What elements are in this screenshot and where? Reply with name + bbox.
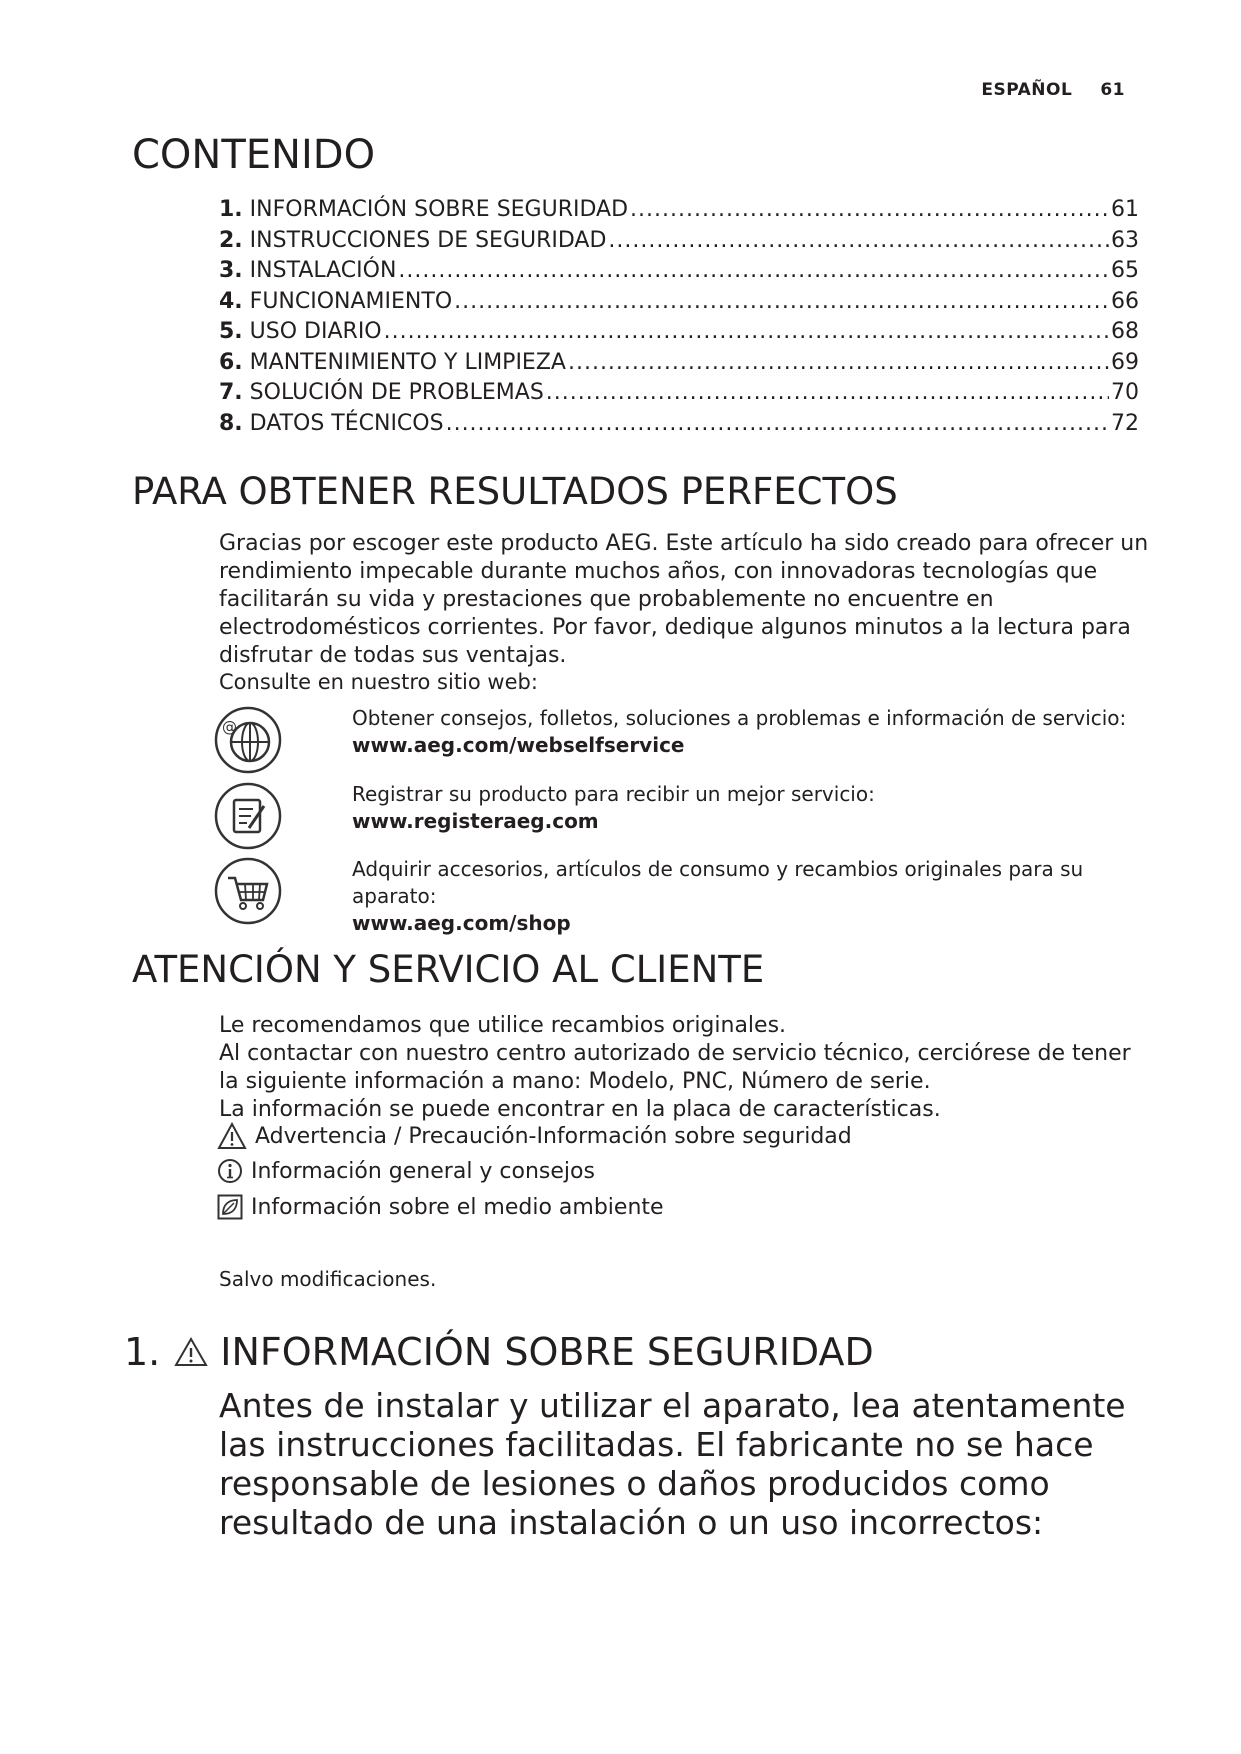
- atencion-line: Le recomendamos que utilice recambios originales.: [219, 1013, 787, 1038]
- warning-triangle-icon: [217, 1122, 247, 1150]
- info-circle-icon: [217, 1158, 243, 1184]
- section-title-text: INFORMACIÓN SOBRE SEGURIDAD: [220, 1330, 874, 1374]
- toc-number: 5.: [219, 319, 243, 344]
- toc-label: FUNCIONAMIENTO: [249, 288, 453, 314]
- service-link[interactable]: www.aeg.com/shop: [352, 911, 571, 935]
- toc-number: 3.: [219, 258, 243, 283]
- toc-label: INFORMACIÓN SOBRE SEGURIDAD: [249, 197, 629, 222]
- service-text: [352, 781, 1152, 835]
- toc-leader: [446, 411, 1109, 436]
- section-title-safety: [124, 1330, 874, 1374]
- toc-number: 2.: [219, 227, 243, 253]
- toc-number: 7.: [219, 380, 243, 405]
- toc-leader: [384, 319, 1109, 344]
- modifications-note: Salvo modificaciones.: [219, 1267, 437, 1291]
- service-description: Obtener consejos, folletos, soluciones a problemas e información de servicio:: [352, 706, 1127, 730]
- service-description: Registrar su producto para recibir un mejor servicio:: [352, 782, 875, 806]
- toc-row[interactable]: [219, 258, 1139, 289]
- table-of-contents: [219, 197, 1139, 441]
- warning-triangle-icon: [174, 1337, 208, 1367]
- toc-page: 69: [1111, 349, 1139, 375]
- toc-leader: [608, 228, 1109, 253]
- toc-leader: [454, 289, 1109, 314]
- toc-number: 8.: [219, 410, 243, 436]
- toc-page: 65: [1111, 258, 1139, 283]
- toc-leader: [568, 350, 1109, 375]
- shopping-cart-icon: [213, 856, 283, 926]
- service-item-webselfservice: [213, 705, 1153, 785]
- consult-label: Consulte en nuestro sitio web:: [219, 670, 538, 694]
- toc-number: 1.: [219, 197, 243, 222]
- section-number: 1.: [124, 1330, 161, 1374]
- service-description: Adquirir accesorios, artículos de consumo y recambios originales para su aparato:: [352, 857, 1084, 908]
- service-text: [352, 705, 1152, 759]
- legend-text: Información general y consejos: [251, 1158, 595, 1184]
- service-link[interactable]: www.aeg.com/webselfservice: [352, 733, 685, 757]
- page-header: [900, 80, 1125, 100]
- toc-label: MANTENIMIENTO Y LIMPIEZA: [249, 349, 566, 375]
- intro-paragraph: Gracias por escoger este producto AEG. Este artículo ha sido creado para ofrecer un rendimiento impecable durante muchos años, con innovadoras tecnologías que facilitarán su vida y prestaciones que probablemente no encuentre en electrodomésticos corrientes. Por favor, dedique algunos minutos a la lectura para disfrutar de todas sus ventajas.: [219, 531, 1149, 668]
- legend-info: [217, 1158, 595, 1184]
- atencion-line: La información se puede encontrar en la placa de características.: [219, 1097, 941, 1122]
- toc-row[interactable]: [219, 350, 1139, 381]
- safety-intro: Antes de instalar y utilizar el aparato, lea atentamente las instrucciones facilitadas. El fabricante no se hace responsable de lesiones o daños producidos como resultado de una instalación o un uso incorrectos:: [219, 1386, 1126, 1542]
- toc-page: 72: [1111, 410, 1139, 436]
- toc-page: 66: [1111, 288, 1139, 314]
- toc-number: 4.: [219, 288, 243, 314]
- toc-leader: [546, 380, 1109, 405]
- atencion-text: [219, 1012, 1139, 1124]
- toc-label: SOLUCIÓN DE PROBLEMAS: [249, 380, 544, 405]
- toc-page: 68: [1111, 319, 1139, 344]
- toc-leader: [398, 258, 1109, 283]
- toc-label: DATOS TÉCNICOS: [249, 410, 444, 436]
- section-title-perfect: PARA OBTENER RESULTADOS PERFECTOS: [132, 470, 898, 513]
- legend-environment: [217, 1194, 664, 1220]
- section-title-atencion: ATENCIÓN Y SERVICIO AL CLIENTE: [132, 948, 765, 991]
- toc-row[interactable]: [219, 380, 1139, 411]
- globe-at-icon: [213, 705, 283, 775]
- service-link[interactable]: www.registeraeg.com: [352, 809, 599, 833]
- toc-page: 70: [1111, 380, 1139, 405]
- legend-text: Advertencia / Precaución-Información sobre seguridad: [255, 1123, 852, 1149]
- toc-row[interactable]: [219, 319, 1139, 350]
- language-label: ESPAÑOL: [981, 80, 1073, 100]
- toc-page: 63: [1111, 227, 1139, 253]
- toc-label: INSTRUCCIONES DE SEGURIDAD: [249, 227, 607, 253]
- toc-number: 6.: [219, 349, 243, 375]
- register-note-icon: [213, 781, 283, 851]
- toc-row[interactable]: [219, 197, 1139, 228]
- service-text: [352, 856, 1152, 937]
- toc-leader: [630, 197, 1109, 222]
- toc-row[interactable]: [219, 289, 1139, 320]
- page-number: 61: [1100, 80, 1125, 100]
- leaf-environment-icon: [217, 1194, 243, 1220]
- legend-warning: [217, 1122, 852, 1150]
- service-item-register: [213, 781, 1153, 861]
- toc-label: INSTALACIÓN: [249, 258, 397, 283]
- toc-row[interactable]: [219, 228, 1139, 259]
- service-item-shop: [213, 856, 1153, 956]
- contents-title: CONTENIDO: [132, 132, 376, 178]
- toc-row[interactable]: [219, 411, 1139, 442]
- toc-label: USO DIARIO: [249, 319, 382, 344]
- legend-text: Información sobre el medio ambiente: [251, 1194, 664, 1220]
- atencion-line: Al contactar con nuestro centro autorizado de servicio técnico, cerciórese de tener la siguiente información a mano: Modelo, PNC, Número de serie.: [219, 1041, 1131, 1094]
- toc-page: 61: [1111, 197, 1139, 222]
- svg-text:@: @: [222, 718, 237, 736]
